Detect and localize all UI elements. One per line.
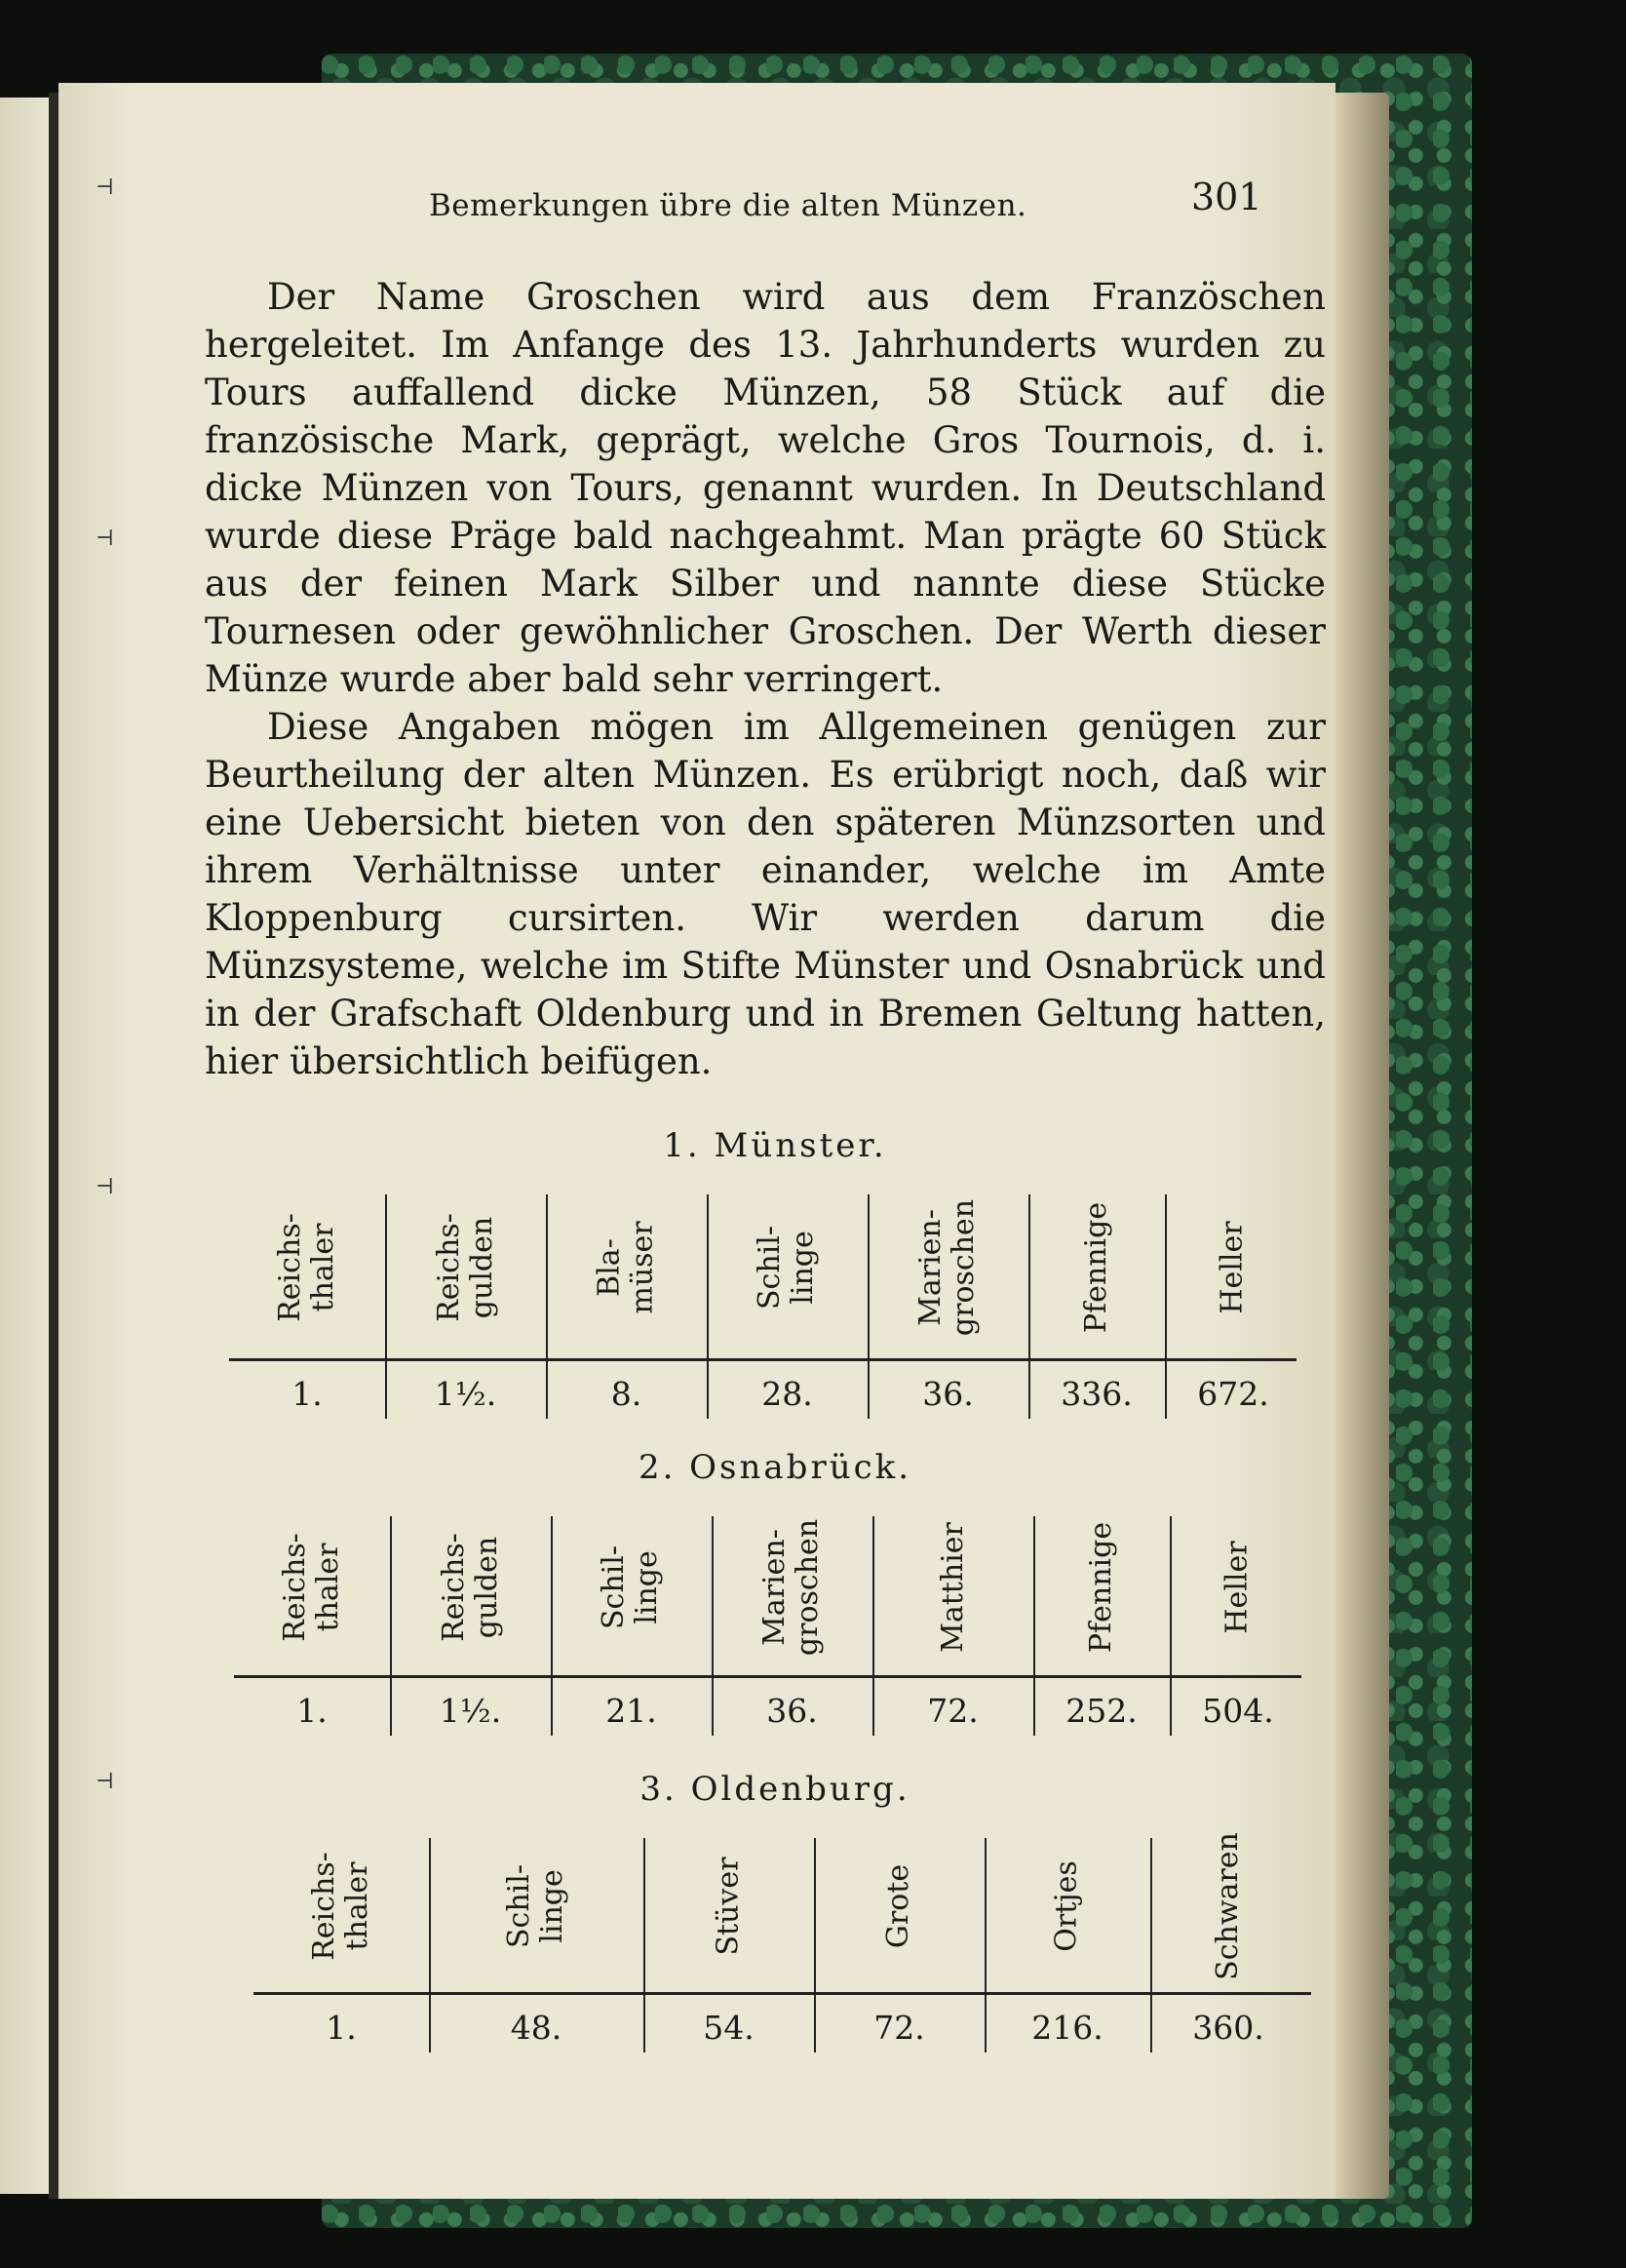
- column-header: Reichs- gulden: [431, 1213, 499, 1322]
- book-page: [58, 83, 1336, 2199]
- column-header: Ortjes: [1049, 1860, 1084, 1952]
- coin-table-muenster: [229, 1185, 1350, 1413]
- table-cell: 28.: [761, 1375, 813, 1413]
- table-title-oldenburg: 3. Oldenburg.: [639, 1770, 910, 1809]
- column-header: Matthier: [935, 1521, 970, 1653]
- column-header: Reichs- thaler: [307, 1852, 374, 1961]
- page-number: 301: [1191, 176, 1262, 218]
- table-cell: 360.: [1192, 2009, 1264, 2047]
- table-cell: 36.: [922, 1375, 974, 1413]
- table-title-muenster: 1. Münster.: [663, 1126, 887, 1165]
- table-cell: 1.: [326, 2009, 357, 2047]
- table-cell: 36.: [766, 1692, 818, 1730]
- table-cell: 21.: [605, 1692, 657, 1730]
- table-cell: 504.: [1202, 1692, 1274, 1730]
- paragraph: Der Name Groschen wird aus dem Französchen hergeleitet. Im Anfange des 13. Jahrhunderts wurden zu Tours auffallend dicke Münzen, 58 Stück auf die französische Mark, geprägt, welche Gros Tournois, d. i. dicke Münzen von Tours, genannt wurden. In Deutschland wurde diese Präge bald nachgeahmt. Man prägte 60 Stück aus der feinen Mark Silber und nannte diese Stücke Tournesen oder gewöhnlicher Groschen. Der Werth dieser Münze wurde aber bald sehr verringert.: [205, 276, 1326, 700]
- column-header: Reichs- thaler: [273, 1213, 340, 1322]
- column-header: Schil- linge: [753, 1225, 821, 1310]
- column-header: Reichs- thaler: [278, 1532, 345, 1642]
- column-header: Schil- linge: [501, 1863, 569, 1949]
- column-header: Heller: [1220, 1540, 1255, 1634]
- table-cell: 336.: [1061, 1375, 1133, 1413]
- header-rule: [253, 1992, 1311, 1995]
- table-cell: 48.: [510, 2009, 562, 2047]
- column-header: Stüver: [711, 1857, 746, 1956]
- table-cell: 1½.: [434, 1375, 497, 1413]
- paragraph: Diese Angaben mögen im Allgemeinen genügen zur Beurtheilung der alten Münzen. Es erübrigt noch, daß wir eine Uebersicht bieten von den späteren Münzsorten und ihrem Verhältnisse unter einander, welche im Amte Kloppenburg cursirten. Wir werden darum die Münzsysteme, welche im Stifte Münster und Osnabrück und in der Grafschaft Oldenburg und in Bremen Geltung hatten, hier übersichtlich beifügen.: [205, 706, 1326, 1082]
- table-cell: 8.: [610, 1375, 642, 1413]
- header-rule: [234, 1675, 1301, 1678]
- table-cell: 1.: [291, 1375, 323, 1413]
- table-cell: 54.: [703, 2009, 755, 2047]
- column-header: Schwaren: [1211, 1832, 1245, 1980]
- column-header: Marien- groschen: [757, 1518, 826, 1656]
- table-cell: 252.: [1065, 1692, 1138, 1730]
- running-head: Bemerkungen übre die alten Münzen.: [429, 188, 1027, 223]
- table-cell: 72.: [873, 2009, 925, 2047]
- coin-table-oldenburg: [253, 1828, 1374, 2047]
- column-header: Bla- müser: [592, 1221, 660, 1314]
- table-cell: 672.: [1197, 1375, 1269, 1413]
- header-rule: [229, 1358, 1297, 1361]
- table-cell: 1½.: [439, 1692, 502, 1730]
- body-text: [205, 273, 1326, 1085]
- stitch-mark: ⊣: [96, 1770, 114, 1794]
- column-header: Heller: [1215, 1221, 1250, 1314]
- stitch-mark: ⊣: [96, 527, 114, 551]
- column-header: Marien- groschen: [913, 1198, 982, 1337]
- table-cell: 1.: [296, 1692, 328, 1730]
- coin-table-osnabrueck: [234, 1506, 1355, 1730]
- stitch-mark: ⊣: [96, 176, 114, 200]
- column-header: Reichs- gulden: [436, 1532, 504, 1642]
- left-page-edge: [0, 98, 49, 2194]
- book-gutter: [49, 93, 58, 2199]
- stitch-mark: ⊣: [96, 1175, 114, 1199]
- table-cell: 216.: [1031, 2009, 1103, 2047]
- column-header: Pfennige: [1084, 1521, 1118, 1653]
- column-header: Schil- linge: [597, 1545, 665, 1629]
- column-header: Pfennige: [1079, 1201, 1113, 1334]
- table-cell: 72.: [927, 1692, 979, 1730]
- table-title-osnabrueck: 2. Osnabrück.: [638, 1448, 912, 1487]
- column-header: Grote: [881, 1863, 916, 1949]
